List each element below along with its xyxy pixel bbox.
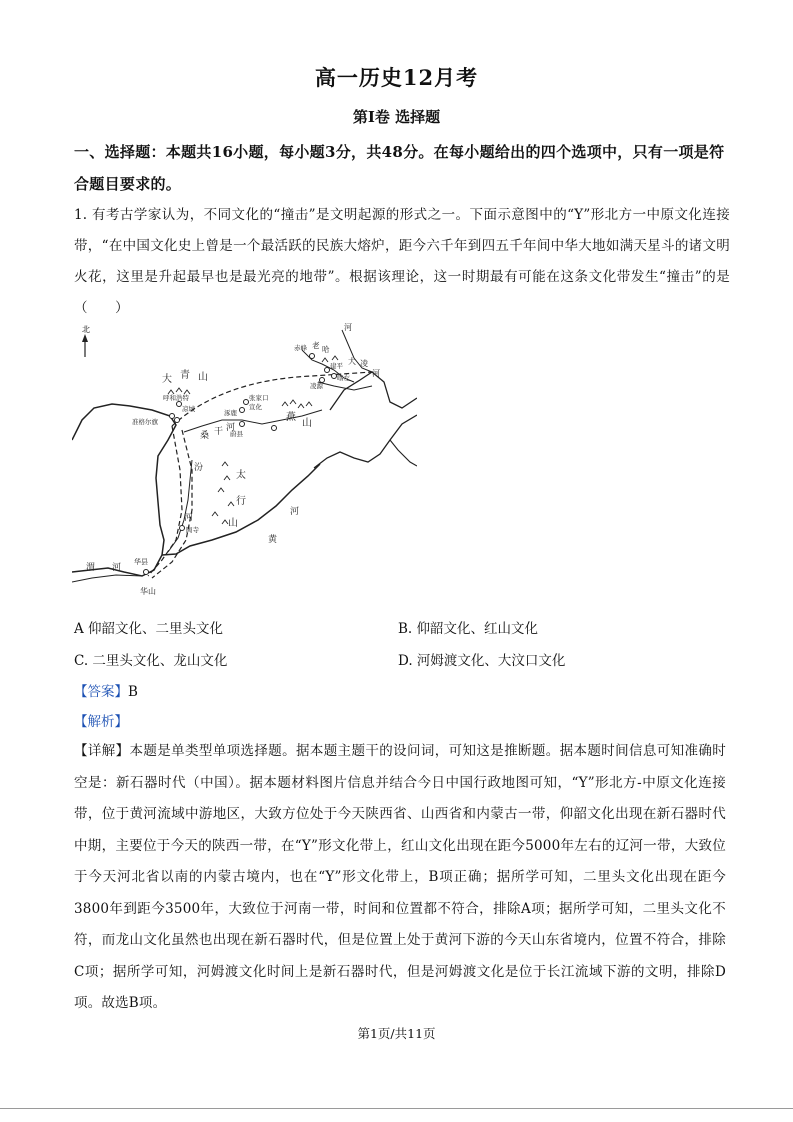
label-taihang-shan: 山 [228, 518, 238, 529]
label-yan: 燕 [286, 412, 296, 423]
page-title: 高一历史12月考 [314, 65, 479, 90]
label-daling-he: 河 [372, 369, 380, 378]
label-yanshan-shan: 山 [302, 418, 312, 429]
label-daqingshan-qing: 青 [180, 370, 190, 381]
label-zhangjiakou: 张家口 [249, 394, 269, 402]
label-xuanhua: 宣化 [249, 403, 262, 411]
label-zhuolu: 涿鹿 [224, 409, 237, 417]
label-zhungeer: 准格尔旗 [132, 418, 158, 426]
label-weixian: 蔚县 [230, 430, 243, 438]
city-markers [144, 354, 337, 575]
wei-river [72, 575, 142, 582]
label-sanggan-he: 河 [226, 423, 236, 433]
label-huang-he: 河 [290, 507, 300, 517]
label-liangcheng: 凉城 [182, 405, 195, 413]
option-c[interactable]: C. 二里头文化、龙山文化 [74, 653, 228, 669]
label-daling-da: 大 [348, 357, 356, 366]
label-lao: 老 [312, 341, 320, 350]
answer-tag: 【答案】 [74, 684, 128, 700]
label-wei-he: 河 [112, 563, 122, 573]
answer-value: B [128, 684, 138, 700]
page-footer: 第1页/共11页 [357, 1026, 436, 1041]
analysis-line [74, 710, 128, 730]
label-lingyuan: 凌源 [310, 382, 323, 390]
answer-line [74, 680, 138, 700]
yellow-river [72, 404, 176, 576]
label-jianping: 建平 [330, 362, 343, 370]
analysis-tag: 【解析】 [74, 714, 128, 730]
label-chifeng: 赤峰 [294, 344, 307, 352]
label-huang: 黄 [268, 535, 278, 545]
peninsula-coast [390, 440, 417, 466]
north-arrow-icon [82, 324, 90, 357]
label-fen: 汾 [194, 463, 204, 473]
label-wei: 渭 [86, 563, 96, 573]
option-d[interactable]: D. 河姆渡文化、大汶口文化 [398, 653, 566, 669]
bottom-divider [0, 1108, 793, 1109]
label-daqingshan-shan: 山 [198, 372, 208, 383]
option-b[interactable]: B. 仰韶文化、红山文化 [398, 621, 539, 637]
north-label: 北 [82, 325, 90, 334]
section-instruction: 一、选择题：本题共16小题，每小题3分，共48分。在每小题给出的四个选项中，只有一项是符合题目要求的。 [74, 143, 725, 193]
shandong-coast [314, 415, 417, 468]
label-taosi: 陶寺 [186, 526, 199, 534]
culture-belt-map [72, 320, 417, 602]
label-fen-he: 河 [184, 513, 194, 523]
detail-tag: 【详解】 [74, 743, 130, 759]
label-huaxian: 华县 [134, 558, 148, 566]
question-stem: 1. 有考古学家认为，不同文化的“撞击”是文明起源的形式之一。下面示意图中的“Y”形北方一中原文化连接带，“在中国文化史上曾是一个最活跃的民族大熔炉，距今六千年到四五千年间中华大地如满天星斗的诸文明火花，这里是升起最早也是最光亮的地带”。根据该理论，这一时期最有可能在这条文化带发生“撞击”的是（ ） [74, 207, 731, 316]
label-daling-ling: 凌 [360, 359, 368, 368]
option-a[interactable]: A 仰韶文化、二里头文化 [74, 621, 224, 637]
label-huhehaote: 呼和浩特 [163, 394, 189, 402]
label-liao-he: 河 [344, 323, 352, 332]
label-gan: 干 [214, 427, 224, 437]
label-sang: 桑 [200, 431, 210, 441]
section-subtitle: 第Ⅰ卷 选择题 [352, 108, 441, 126]
label-hang: 行 [236, 496, 246, 507]
detail-text: 本题是单类型单项选择题。据本题主题干的设问词，可知这是推断题。据本题时间信息可知准确时空是：新石器时代（中国）。据本题材料图片信息并结合今日中国行政地图可知，“Y”形北方-中原文化连接带，位于黄河流域中游地区，大致方位处于今天陕西省、山西省和内蒙古一带，仰韶文化出现在新石器时代中期，主要位于今天的陕西一带，在“Y”形文化带上，红山文化出现在距今5000年左右的辽河一带，大致位于今天河北省以南的内蒙古境内，也在“Y”形文化带上，B项正确；据所学可知，二里头文化出现在距今3800年到距今3500年，大致位于河南一带，时间和位置都不符合，排除A项；据所学可知，二里头文化不符，而龙山文化虽然也出现在新石器时代，但是位置上处于黄河下游的今天山东省境内，位置不符合，排除C项；据所学可知，河姆渡文化时间上是新石器时代，但是河姆渡文化是位于长江流域下游的文明，排除D项。故选B项。 [74, 743, 726, 1011]
label-daqingshan-da: 大 [162, 374, 172, 385]
label-ha: 哈 [322, 345, 330, 354]
label-tai: 太 [236, 470, 246, 481]
detail-paragraph [74, 736, 726, 1020]
label-huashan: 华山 [140, 587, 156, 596]
label-kazuo: 喀左 [337, 374, 350, 382]
